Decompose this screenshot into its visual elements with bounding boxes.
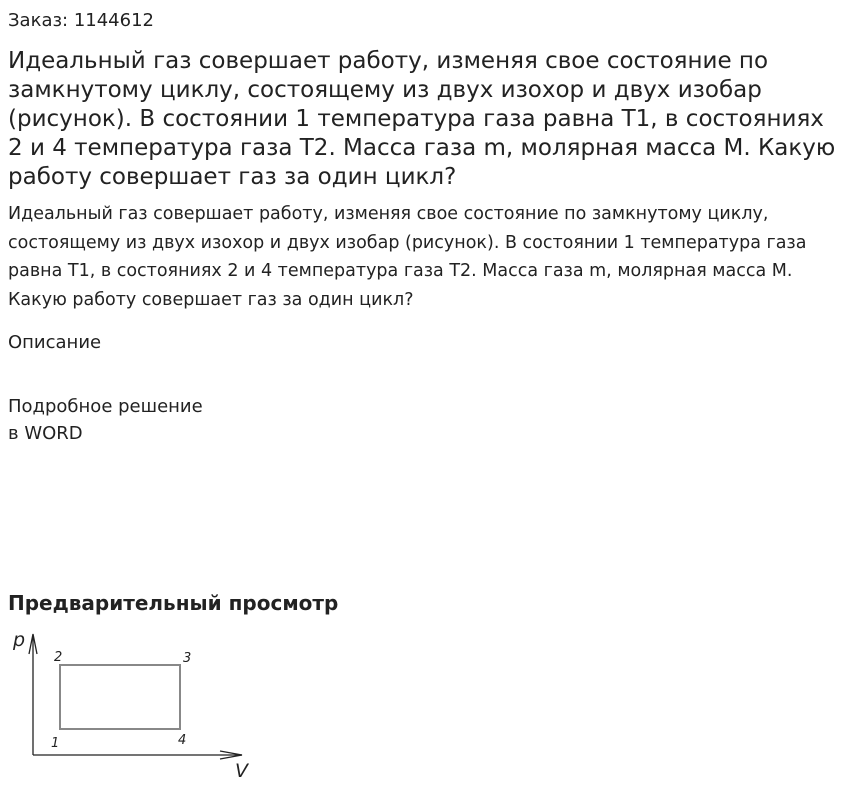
order-number: Заказ: 1144612 bbox=[8, 10, 154, 31]
cycle-rectangle bbox=[60, 665, 180, 729]
point-label-2: 2 bbox=[54, 650, 63, 665]
preview-heading: Предварительный просмотр bbox=[8, 591, 339, 615]
description-body bbox=[8, 393, 203, 447]
problem-text: Идеальный газ совершает работу, изменяя свое состояние по замкнутому циклу, состоящему из двух изохор и двух изобар (рисунок). В состоянии 1 температура газа равна Т1, в состояниях 2 и 4 температура газа Т2. Масса газа m, молярная масса М. Какую работу совершает газ за один цикл? bbox=[8, 204, 807, 310]
description-line-1: Подробное решение bbox=[8, 396, 203, 417]
point-label-1: 1 bbox=[51, 736, 60, 751]
problem-title: Идеальный газ совершает работу, изменяя свое состояние по замкнутому циклу, состоящему из двух изохор и двух изобар (рисунок). В состоянии 1 температура газа равна Т1, в состояниях 2 и 4 температура газа Т2. Масса газа m, молярная масса М. Какую работу совершает газ за один цикл? bbox=[8, 48, 836, 190]
pv-diagram bbox=[0, 620, 260, 785]
point-label-3: 3 bbox=[183, 651, 192, 666]
v-axis-label: V bbox=[235, 760, 248, 782]
description-line-2: в WORD bbox=[8, 423, 83, 444]
description-heading: Описание bbox=[8, 332, 102, 353]
point-label-4: 4 bbox=[178, 733, 187, 748]
p-axis-label: p bbox=[13, 629, 26, 651]
